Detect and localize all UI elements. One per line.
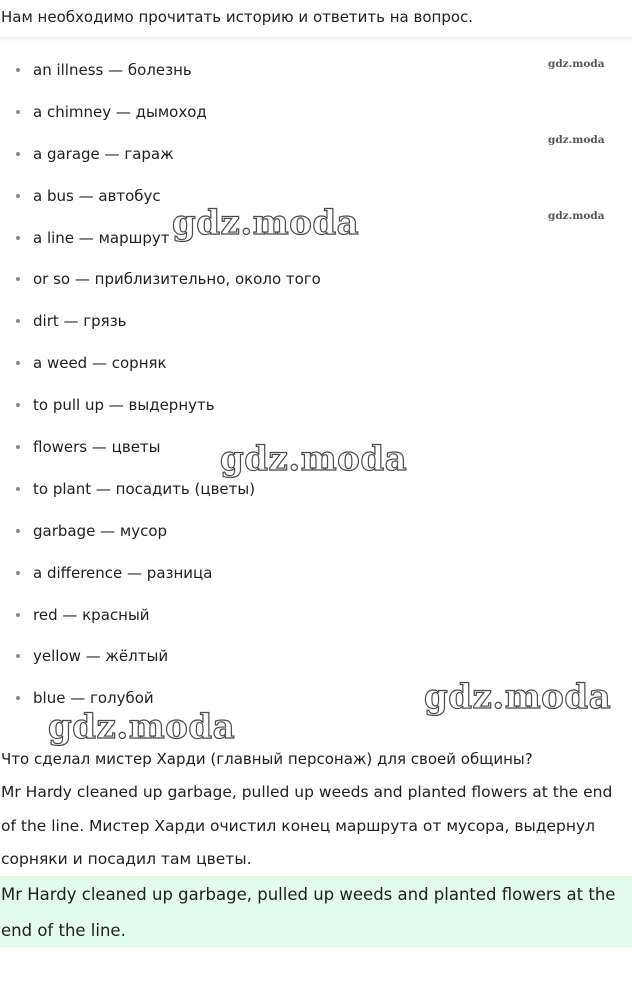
vocab-entry: red — красный — [33, 605, 150, 624]
watermark-logo: gdz.moda — [548, 210, 605, 222]
bullet-icon — [16, 68, 20, 72]
question-text: Что сделал мистер Харди (главный персонаж) для своей общины? — [1, 750, 533, 768]
vocab-entry: an illness — болезнь — [33, 61, 192, 79]
list-item — [0, 677, 632, 719]
vocab-entry: a garage — гараж — [33, 144, 174, 163]
bullet-icon — [16, 654, 20, 658]
bullet-icon — [16, 110, 20, 114]
vocab-entry: a weed — сорняк — [33, 354, 167, 373]
bullet-icon — [16, 361, 20, 365]
watermark-logo: gdz.moda — [548, 134, 605, 146]
bullet-icon — [16, 696, 20, 700]
bullet-icon — [16, 277, 20, 281]
bullet-icon — [16, 152, 20, 156]
bullet-icon — [16, 194, 20, 198]
list-item — [0, 635, 632, 677]
answer-text: Mr Hardy cleaned up garbage, pulled up weeds and planted flowers at the end of the line. Мистер Харди очистил конец маршрута от мусора, выдернул сорняки и посадил там цветы. — [1, 783, 613, 868]
list-item — [0, 217, 632, 259]
vocab-entry: a difference — разница — [33, 563, 213, 582]
bullet-icon — [16, 571, 20, 575]
vocab-entry: a bus — автобус — [33, 186, 161, 205]
list-item — [0, 91, 632, 133]
intro-text: Нам необходимо прочитать историю и ответить на вопрос. — [0, 0, 632, 38]
watermark-logo: gdz.moda — [424, 677, 612, 717]
list-item — [0, 468, 632, 510]
watermark-logo: gdz.moda — [548, 58, 605, 70]
list-item — [0, 384, 632, 426]
watermark-logo: gdz.moda — [172, 203, 360, 243]
bullet-icon — [16, 529, 20, 533]
vocab-entry: flowers — цветы — [33, 438, 161, 457]
list-item — [0, 300, 632, 342]
bullet-icon — [16, 319, 20, 323]
list-item — [0, 342, 632, 384]
bullet-icon — [16, 236, 20, 240]
final-answer-box — [0, 876, 632, 947]
list-item — [0, 175, 632, 217]
list-item — [0, 594, 632, 636]
vocabulary-list — [0, 49, 632, 719]
watermark-logo: gdz.moda — [220, 439, 408, 479]
vocab-entry: garbage — мусор — [33, 521, 168, 540]
vocab-entry: blue — голубой — [33, 689, 154, 708]
watermark-logo: gdz.moda — [48, 707, 236, 747]
list-item — [0, 426, 632, 468]
vocab-entry: or so — приблизительно, около того — [33, 270, 321, 289]
list-item — [0, 258, 632, 300]
final-answer-text: Mr Hardy cleaned up garbage, pulled up weeds and planted flowers at the end of the line. — [1, 885, 616, 940]
bullet-icon — [16, 445, 20, 449]
bullet-icon — [16, 613, 20, 617]
list-item — [0, 510, 632, 552]
vocab-entry: yellow — жёлтый — [33, 647, 169, 666]
bullet-icon — [16, 487, 20, 491]
vocab-entry: to plant — посадить (цветы) — [33, 479, 256, 498]
vocab-entry: dirt — грязь — [33, 312, 127, 331]
list-item — [0, 552, 632, 594]
list-item — [0, 133, 632, 175]
vocab-entry: to pull up — выдернуть — [33, 396, 215, 415]
list-item — [0, 49, 632, 91]
vocab-entry: a chimney — дымоход — [33, 102, 207, 121]
bullet-icon — [16, 403, 20, 407]
vocab-entry: a line — маршрут — [33, 228, 170, 247]
